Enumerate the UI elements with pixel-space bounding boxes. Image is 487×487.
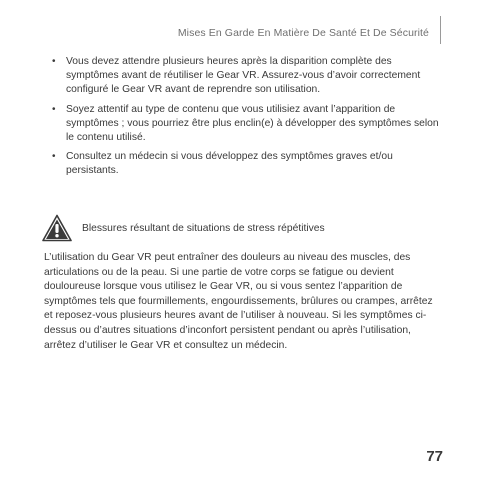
list-item-text: Soyez attentif au type de contenu que vous utilisiez avant l’apparition de symptômes ; vous pourriez être plus enclin(e) à développer des symptômes selon le contenu utilisé.	[66, 103, 439, 144]
list-item	[52, 150, 447, 178]
list-item-text: Vous devez attendre plusieurs heures après la disparition complète des symptômes avant de réutiliser le Gear VR. Assurez-vous d’avoir correctement configuré le Gear VR avant de reprendre son utilisation.	[66, 56, 421, 96]
warning-triangle-icon	[42, 214, 72, 242]
body-paragraph: L’utilisation du Gear VR peut entraîner des douleurs au niveau des muscles, des articulations ou de la peau. Si une partie de votre corps se fatigue ou devient douloureuse lorsque vous utilisez le Gear VR, ou si vous sentez l’apparition de symptômes tels que fourmillements, engourdissements, brûlures ou crampes, arrêtez et reposez-vous plusieurs heures avant de l’utiliser à nouveau. Si les symptômes ci-dessus ou d’autres situations d’inconfort persistent pendant ou après l’utilisation, arrêtez d’utiliser le Gear VR et consultez un médecin.	[44, 252, 433, 351]
list-item	[52, 55, 447, 98]
bullet-marker: •	[52, 56, 56, 67]
warning-title: Blessures résultant de situations de stress répétitives	[82, 222, 325, 234]
bullet-marker: •	[52, 103, 56, 115]
list-item	[52, 103, 447, 146]
page-number: 77	[426, 448, 443, 465]
page-header-title: Mises En Garde En Matière De Santé Et De Sécurité	[177, 27, 429, 39]
symptom-advice-list	[52, 55, 447, 184]
warning-heading	[42, 213, 325, 243]
bullet-marker: •	[52, 151, 56, 163]
header-divider	[440, 16, 441, 44]
list-item-text: Consultez un médecin si vous développez des symptômes graves et/ou persistants.	[66, 151, 393, 177]
